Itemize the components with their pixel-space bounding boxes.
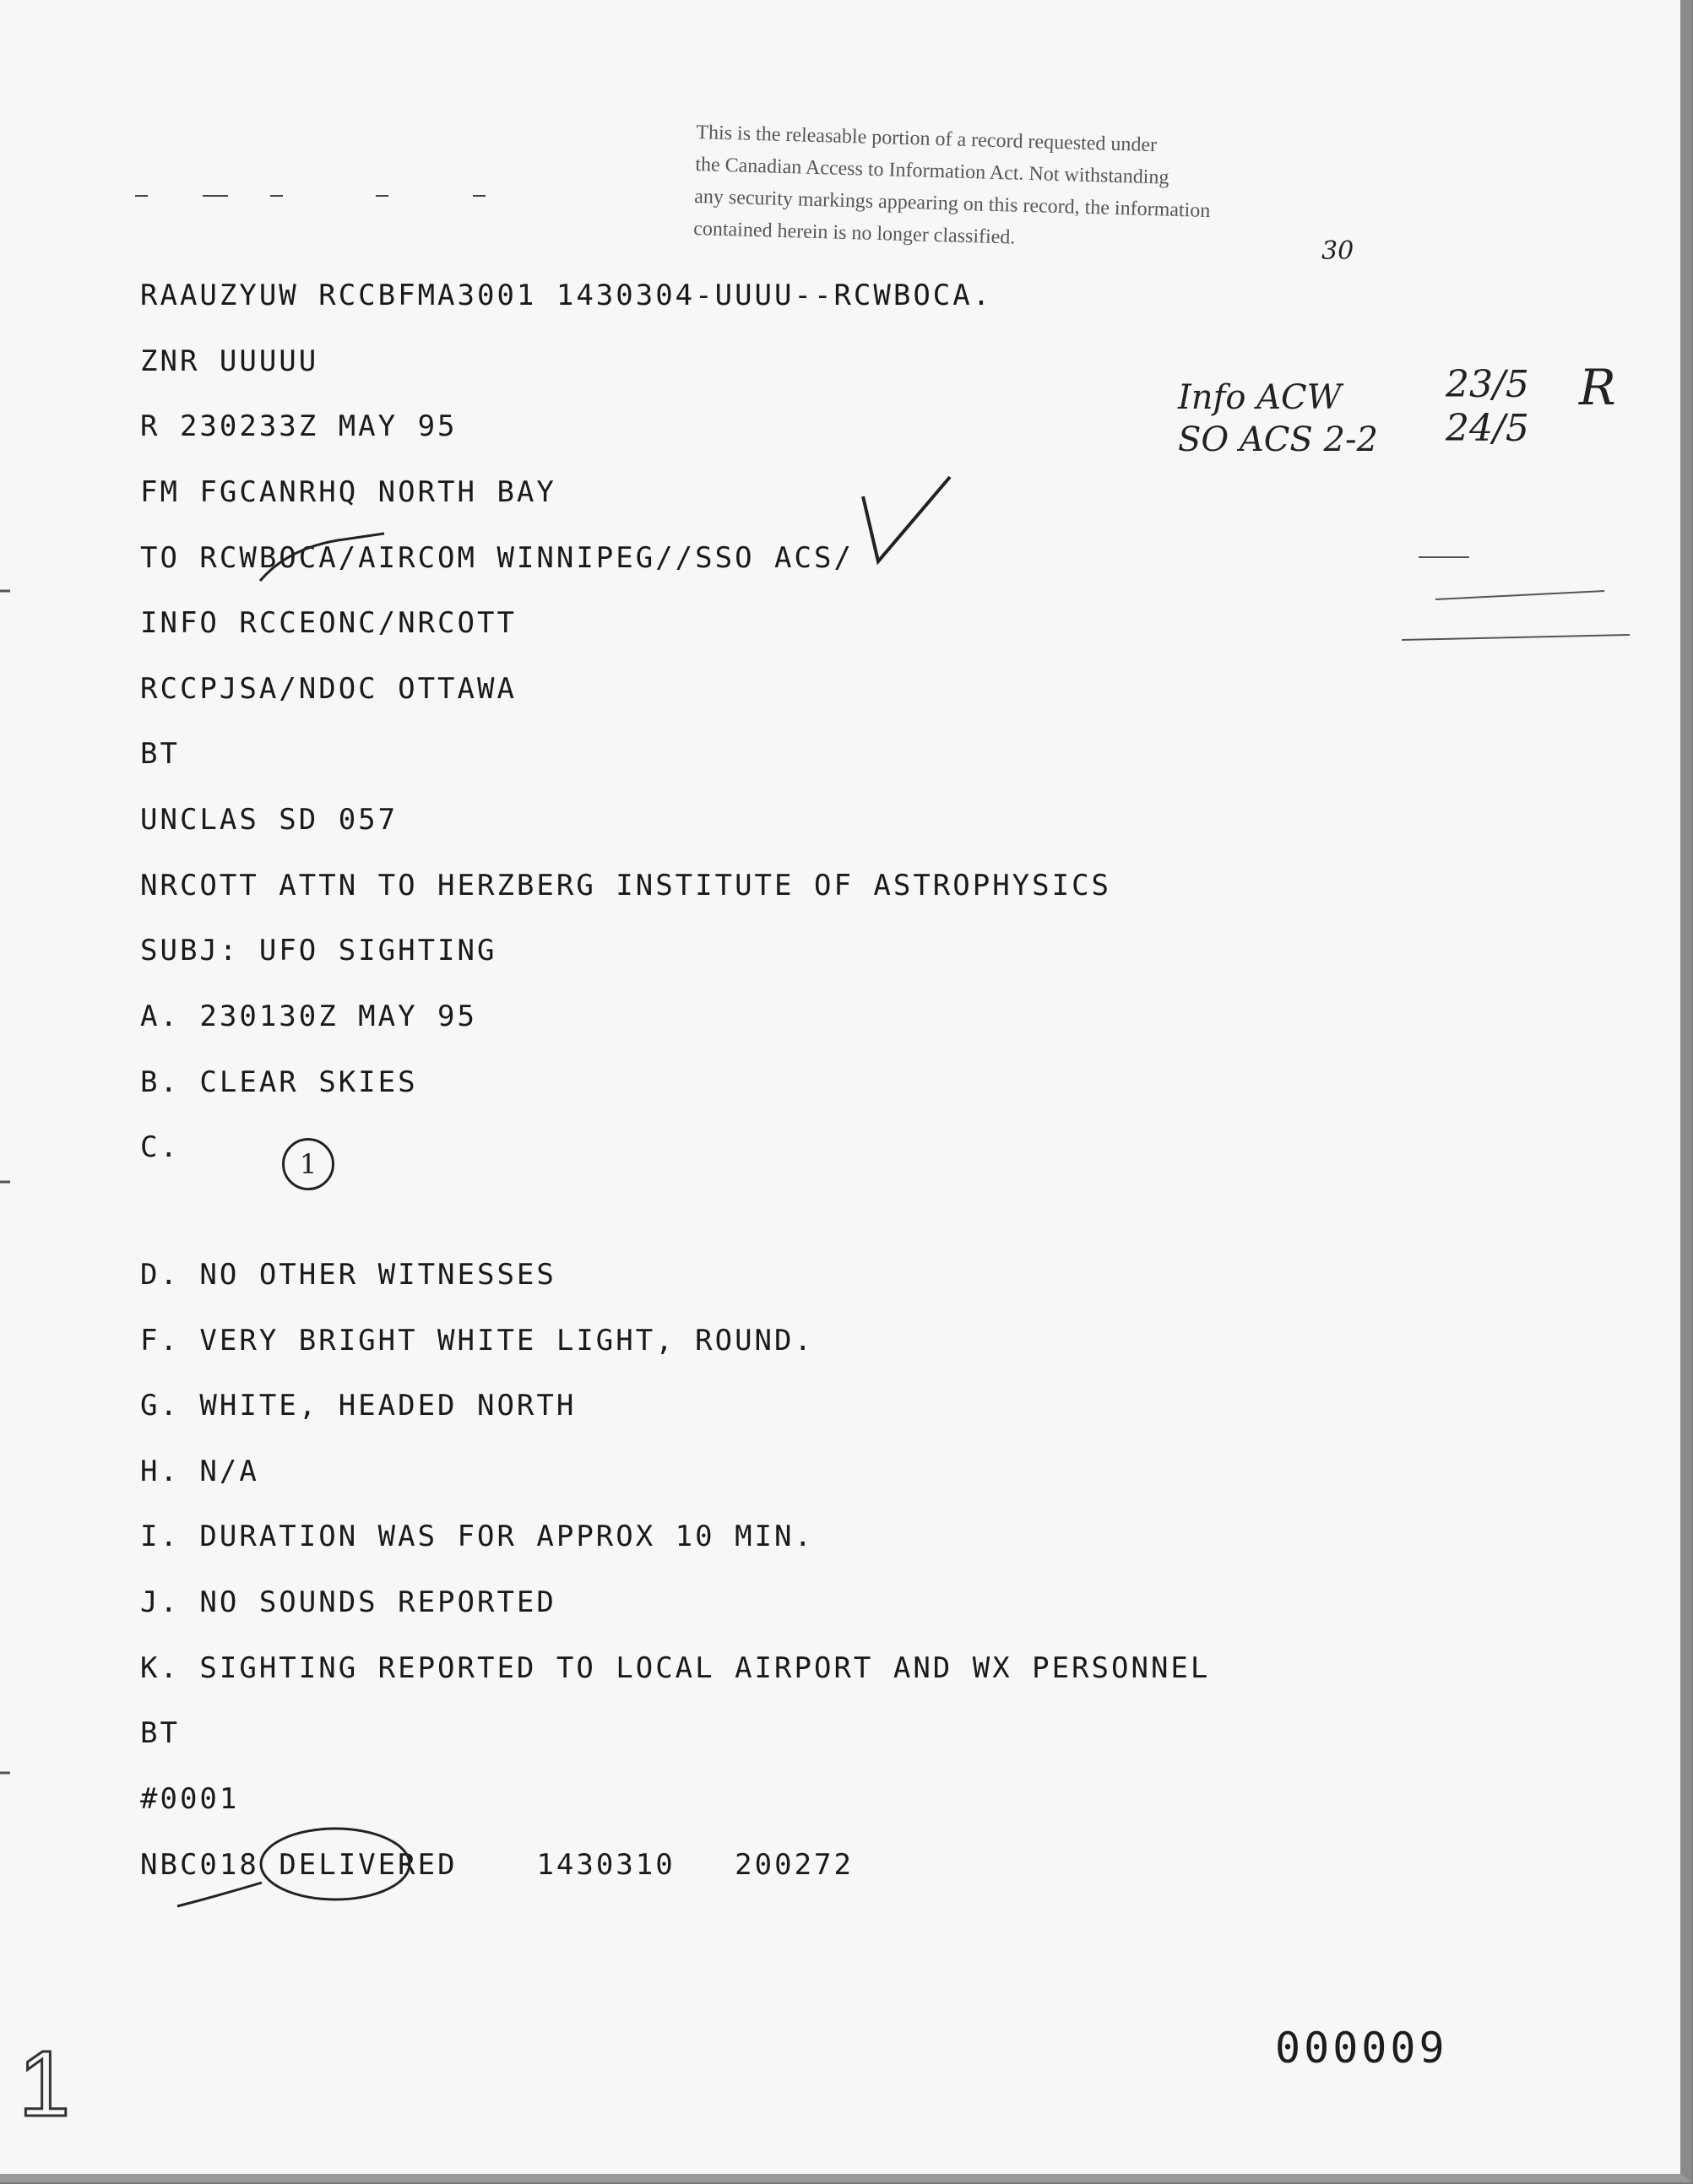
checkmark-mark	[863, 477, 950, 561]
item-a: A. 230130Z MAY 95	[140, 1000, 477, 1033]
stamp-line-2: the Canadian Access to Information Act. Not withstanding	[695, 153, 1169, 189]
binder-marks	[0, 591, 10, 1773]
item-k: K. SIGHTING REPORTED TO LOCAL AIRPORT AND WX PERSONNEL	[140, 1651, 1211, 1685]
subject-line: SUBJ: UFO SIGHTING	[140, 934, 497, 967]
item-b: B. CLEAR SKIES	[140, 1065, 418, 1099]
underline-mark	[177, 1883, 262, 1906]
handwritten-routing-1: Info ACW	[1178, 378, 1342, 417]
item-g: G. WHITE, HEADED NORTH	[140, 1389, 577, 1423]
item-d: D. NO OTHER WITNESSES	[140, 1258, 556, 1292]
attention-line: NRCOTT ATTN TO HERZBERG INSTITUTE OF ASTROPHYSICS	[140, 869, 1112, 902]
delivery-status: DELIVERED	[279, 1848, 458, 1882]
stamp-line-3: any security markings appearing on this record, the information	[693, 185, 1211, 223]
bt-line-1: BT	[140, 737, 180, 771]
item-j: J. NO SOUNDS REPORTED	[140, 1585, 556, 1619]
stamp-line-4: contained herein is no longer classified.	[692, 217, 1016, 249]
item-h: H. N/A	[140, 1455, 259, 1488]
declassification-stamp	[693, 117, 1372, 263]
handwritten-initial: R	[1579, 359, 1616, 416]
handwritten-page-mark: 30	[1321, 236, 1354, 266]
znr-line: ZNR UUUUU	[140, 344, 319, 378]
to-line: TO RCWBOCA/AIRCOM WINNIPEG//SSO ACS/	[140, 541, 854, 575]
delivery-code: NBC018	[140, 1848, 259, 1882]
handwritten-routing-2: SO ACS 2-2	[1178, 420, 1378, 459]
sequence-line: #0001	[140, 1782, 240, 1816]
margin-dashes-mark	[1402, 557, 1630, 640]
page-number: 1	[19, 2032, 71, 2136]
delivery-time: 1430310	[536, 1848, 676, 1882]
delivery-number: 200272	[735, 1848, 854, 1882]
item-c: C.	[140, 1130, 180, 1164]
stamp-line-1: This is the releasable portion of a record requested under	[696, 121, 1158, 157]
bt-line-2: BT	[140, 1716, 180, 1750]
item-f: F. VERY BRIGHT WHITE LIGHT, ROUND.	[140, 1324, 814, 1358]
item-i: I. DURATION WAS FOR APPROX 10 MIN.	[140, 1520, 814, 1553]
dtg-line: R 230233Z MAY 95	[140, 409, 458, 443]
message-header: RAAUZYUW RCCBFMA3001 1430304-UUUU--RCWBOCA.	[140, 279, 993, 312]
document-number: 000009	[1275, 2024, 1448, 2073]
circled-number-mark: 1	[282, 1138, 334, 1190]
handwritten-date-1: 23/5	[1446, 363, 1529, 406]
handwritten-date-2: 24/5	[1446, 407, 1529, 450]
delivery-line	[140, 1848, 854, 1882]
info-line-2: RCCPJSA/NDOC OTTAWA	[140, 672, 517, 706]
classification-line: UNCLAS SD 057	[140, 803, 399, 837]
from-line: FM FGCANRHQ NORTH BAY	[140, 475, 556, 509]
info-line: INFO RCCEONC/NRCOTT	[140, 606, 517, 640]
